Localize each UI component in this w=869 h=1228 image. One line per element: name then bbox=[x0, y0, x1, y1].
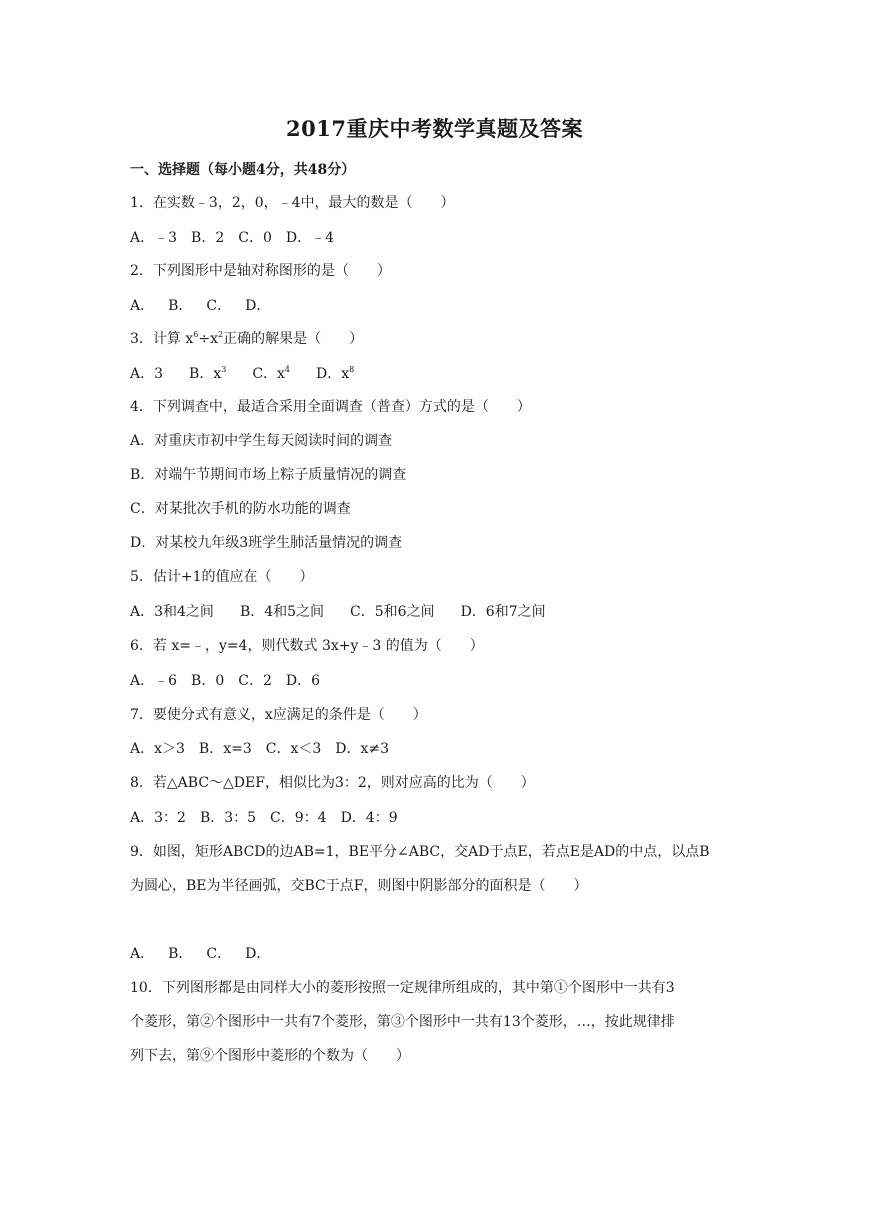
option-b: B． bbox=[168, 946, 193, 962]
question-6-options bbox=[130, 671, 334, 691]
option-c: C．2 bbox=[238, 673, 272, 689]
question-10-stem-line-2: 个菱形，第②个图形中一共有7个菱形，第③个图形中一共有13个菱形，…，按此规律排 bbox=[130, 1014, 675, 1030]
option-b: B．4和5之间 bbox=[239, 604, 325, 620]
option-d: D．6 bbox=[285, 673, 320, 689]
question-2-stem: 2．下列图形中是轴对称图形的是（ ） bbox=[130, 263, 391, 279]
question-8-stem: 8．若△ABC～△DEF，相似比为3：2，则对应高的比为（ ） bbox=[130, 775, 535, 791]
option-a: A．3 bbox=[130, 366, 164, 382]
option-b: B． bbox=[168, 298, 193, 314]
q3-stem-part: 正确的解果是（ ） bbox=[223, 331, 364, 347]
option-b: B．$x^3$ bbox=[189, 365, 227, 382]
page-title: 2017重庆中考数学真题及答案 bbox=[286, 116, 583, 141]
question-8-options bbox=[130, 808, 412, 828]
option-b: B．3：5 bbox=[199, 810, 257, 826]
q3-stem-part: 3．计算 x bbox=[130, 331, 194, 347]
exponent: 2 bbox=[218, 330, 224, 339]
section-heading: 一、选择题（每小题4分，共48分） bbox=[130, 162, 356, 178]
option-a: A． bbox=[130, 946, 155, 962]
option-b: B．x=3 bbox=[198, 741, 252, 757]
option-c: C． bbox=[206, 298, 232, 314]
option-c: C．5和6之间 bbox=[350, 604, 435, 620]
option-d: D．﹣4 bbox=[285, 230, 334, 246]
option-c: C．对某批次手机的防水功能的调查 bbox=[130, 501, 351, 517]
option-b: B．0 bbox=[191, 673, 225, 689]
option-d: D． bbox=[245, 946, 271, 962]
question-7-stem: 7．要使分式有意义，x应满足的条件是（ ） bbox=[130, 707, 427, 723]
question-10-stem-line-1: 10．下列图形都是由同样大小的菱形按照一定规律所组成的，其中第①个图形中一共有3 bbox=[130, 980, 675, 996]
question-3-options bbox=[130, 364, 380, 384]
question-7-options bbox=[130, 739, 403, 759]
question-5-stem: 5．估计+1的值应在（ ） bbox=[130, 569, 314, 585]
option-d: D．x≠3 bbox=[335, 741, 390, 757]
option-b: B．对端午节期间市场上粽子质量情况的调查 bbox=[130, 467, 407, 483]
option-d: D．$x^8$ bbox=[316, 365, 355, 382]
question-1-options bbox=[130, 228, 348, 248]
option-c: C．9：4 bbox=[270, 810, 327, 826]
question-1-stem: 1．在实数﹣3，2，0，﹣4中，最大的数是（ ） bbox=[130, 195, 455, 211]
option-c: C．$x^4$ bbox=[252, 365, 291, 382]
question-4-stem: 4．下列调查中，最适合采用全面调查（普查）方式的是（ ） bbox=[130, 399, 531, 415]
option-d: D．6和7之间 bbox=[460, 604, 546, 620]
question-6-stem: 6．若 x=﹣，y=4，则代数式 3x+y﹣3 的值为（ ） bbox=[130, 638, 484, 654]
question-9-stem-line-1: 9．如图，矩形ABCD的边AB=1，BE平分∠ABC，交AD于点E，若点E是AD的中点，以点B bbox=[130, 844, 710, 860]
exponent: 6 bbox=[193, 330, 199, 339]
question-10-stem-line-3: 列下去，第⑨个图形中菱形的个数为（ ） bbox=[130, 1048, 410, 1064]
option-a: A．对重庆市初中学生每天阅读时间的调查 bbox=[130, 433, 393, 449]
question-9-options bbox=[130, 944, 284, 964]
option-a: A．3：2 bbox=[130, 810, 186, 826]
option-c: C．0 bbox=[238, 230, 272, 246]
option-d: D．对某校九年级3班学生肺活量情况的调查 bbox=[130, 535, 403, 551]
question-9-stem-line-2: 为圆心，BE为半径画弧，交BC于点F，则图中阴影部分的面积是（ ） bbox=[130, 878, 588, 894]
option-a: A．﹣6 bbox=[130, 673, 178, 689]
option-d: D． bbox=[245, 298, 271, 314]
option-a: A．﹣3 bbox=[130, 230, 178, 246]
option-b: B．2 bbox=[191, 230, 225, 246]
question-5-options bbox=[130, 602, 572, 622]
option-a: A． bbox=[130, 298, 155, 314]
option-a: A．x＞3 bbox=[130, 741, 185, 757]
q3-stem-part: ÷x bbox=[198, 331, 218, 347]
option-a: A．3和4之间 bbox=[130, 604, 214, 620]
question-2-options bbox=[130, 296, 284, 316]
option-c: C．x＜3 bbox=[265, 741, 322, 757]
option-c: C． bbox=[206, 946, 232, 962]
option-d: D．4：9 bbox=[340, 810, 398, 826]
question-3-stem bbox=[130, 329, 363, 349]
